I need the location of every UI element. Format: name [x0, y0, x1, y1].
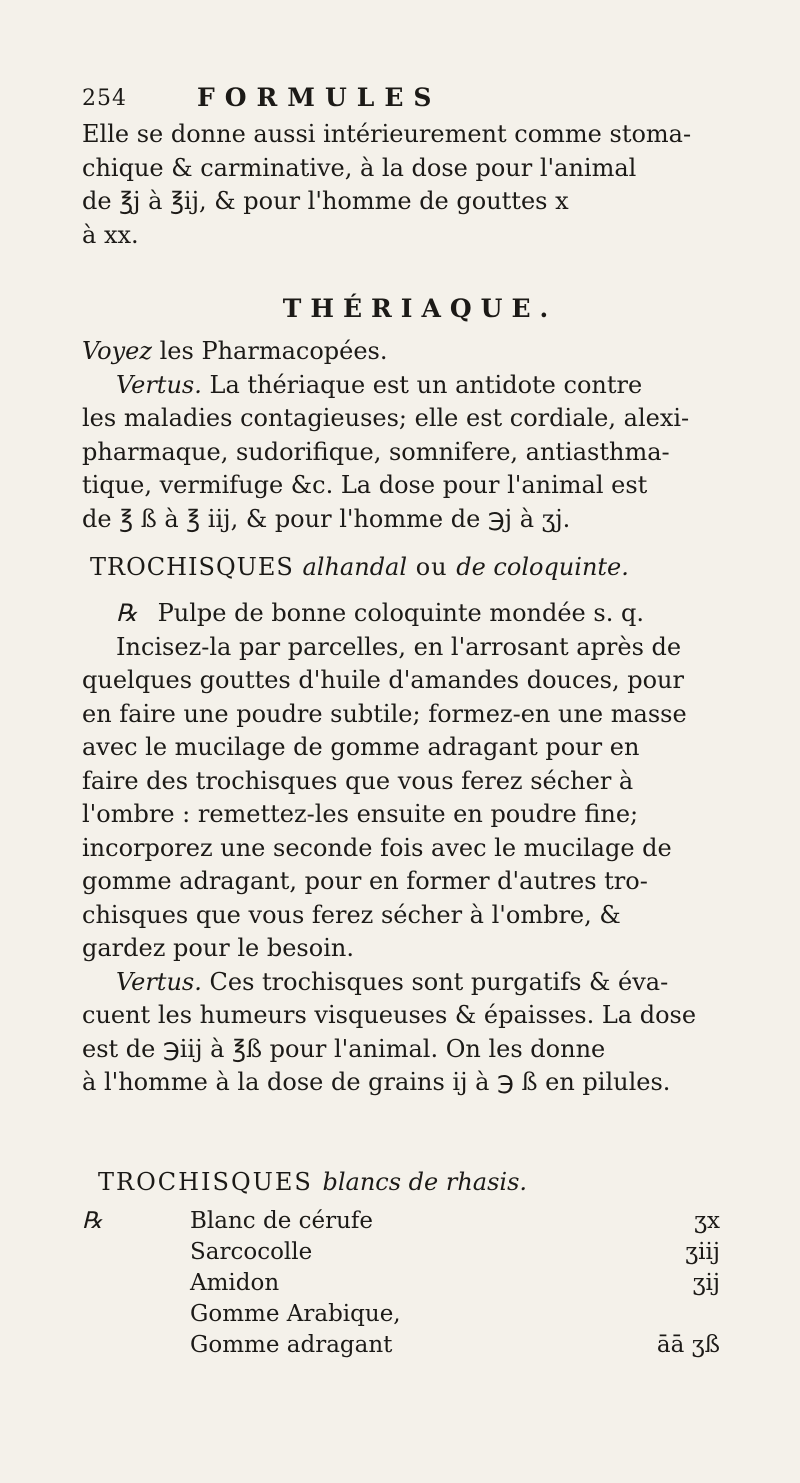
text-line: Incisez-la par parcelles, en l'arrosant après de: [116, 632, 682, 661]
voyez-label: Voyez: [82, 337, 152, 365]
text-line: est de ℈iij à ℥ß pour l'animal. On les donne: [82, 1034, 606, 1063]
ingredient-quantity: ʒx: [694, 1208, 720, 1234]
text-line: gomme adragant, pour en former d'autres tro-: [82, 867, 648, 895]
text-line: quelques gouttes d'huile d'amandes douces, pour: [82, 666, 684, 694]
paragraph-theriaque: [82, 335, 722, 536]
text-line: l'ombre : remettez-les ensuite en poudre fine;: [82, 800, 639, 828]
vertus-label: Vertus.: [116, 967, 202, 996]
ingredient-row: [190, 1270, 720, 1300]
text-line: les maladies contagieuses; elle est cordiale, alexi-: [82, 404, 690, 432]
ingredient-row: [190, 1208, 720, 1238]
heading-caps: TROCHISQUES: [98, 1168, 313, 1196]
recipe-symbol: ℞: [116, 599, 138, 627]
recipe-symbol: ℞: [82, 1208, 103, 1234]
ingredient-quantity: āā ʒß: [656, 1332, 720, 1358]
text-line: chisques que vous ferez sécher à l'ombre, &: [82, 900, 621, 929]
text-line: faire des trochisques que vous ferez sécher à: [82, 766, 634, 795]
ingredient-quantity: ʒij: [692, 1270, 720, 1296]
text-line: à l'homme à la dose de grains ij à ℈ ß en pilules.: [82, 1068, 671, 1096]
text-line: Pulpe de bonne coloquinte mondée s. q.: [157, 599, 644, 627]
text-line: incorporez une seconde fois avec le mucilage de: [82, 833, 672, 862]
section-heading-trochisques-alhandal: [90, 553, 629, 581]
text-line: Ces trochisques sont purgatifs & éva-: [209, 967, 669, 996]
paragraph-trochisques-alhandal: [82, 597, 722, 1100]
text-line: tique, vermifuge &c. La dose pour l'animal est: [82, 471, 648, 499]
paragraph-intro: [82, 118, 722, 252]
ingredient-name: Sarcocolle: [190, 1239, 313, 1265]
ingredient-name: Amidon: [190, 1270, 280, 1296]
ingredient-name: Blanc de cérufe: [190, 1208, 374, 1234]
text-line: gardez pour le besoin.: [82, 934, 354, 962]
page-number: 254: [82, 86, 127, 111]
text-line: de ℥j à ℥ij, & pour l'homme de gouttes x: [82, 187, 569, 215]
text-line: pharmaque, sudorifique, somnifere, antiasthma-: [82, 437, 670, 466]
text-line: en faire une poudre subtile; formez-en une masse: [82, 699, 687, 728]
section-heading-theriaque: THÉRIAQUE.: [282, 294, 558, 323]
text-line: à xx.: [82, 220, 139, 249]
text-line: de ℥ ß à ℥ iij, & pour l'homme de ℈j à ʒj.: [82, 504, 571, 533]
text-line: cuent les humeurs visqueuses & épaisses. La dose: [82, 1001, 697, 1029]
text-line: Elle se donne aussi intérieurement comme stoma-: [82, 120, 692, 148]
heading-italic: blancs de rhasis.: [322, 1168, 528, 1196]
ingredient-row: [190, 1301, 720, 1331]
ingredient-quantity: ʒiij: [685, 1239, 720, 1265]
section-heading-trochisques-blancs: [98, 1168, 527, 1196]
text-line: chique & carminative, à la dose pour l'animal: [82, 153, 637, 182]
voyez-text: les Pharmacopées.: [151, 337, 388, 365]
text-line: avec le mucilage de gomme adragant pour en: [82, 733, 640, 761]
heading-caps: TROCHISQUES: [90, 553, 294, 581]
ingredient-name: Gomme adragant: [190, 1332, 393, 1358]
text-line: La thériaque est un antidote contre: [209, 370, 643, 399]
heading-italic: alhandal: [302, 553, 408, 581]
heading-ou: ou: [415, 553, 448, 581]
vertus-label: Vertus.: [116, 370, 202, 399]
ingredient-name: Gomme Arabique,: [190, 1301, 401, 1327]
heading-italic-2: de coloquinte.: [456, 553, 629, 581]
ingredient-row: [190, 1332, 720, 1362]
ingredient-row: [190, 1239, 720, 1269]
running-title: FORMULES: [197, 83, 442, 112]
